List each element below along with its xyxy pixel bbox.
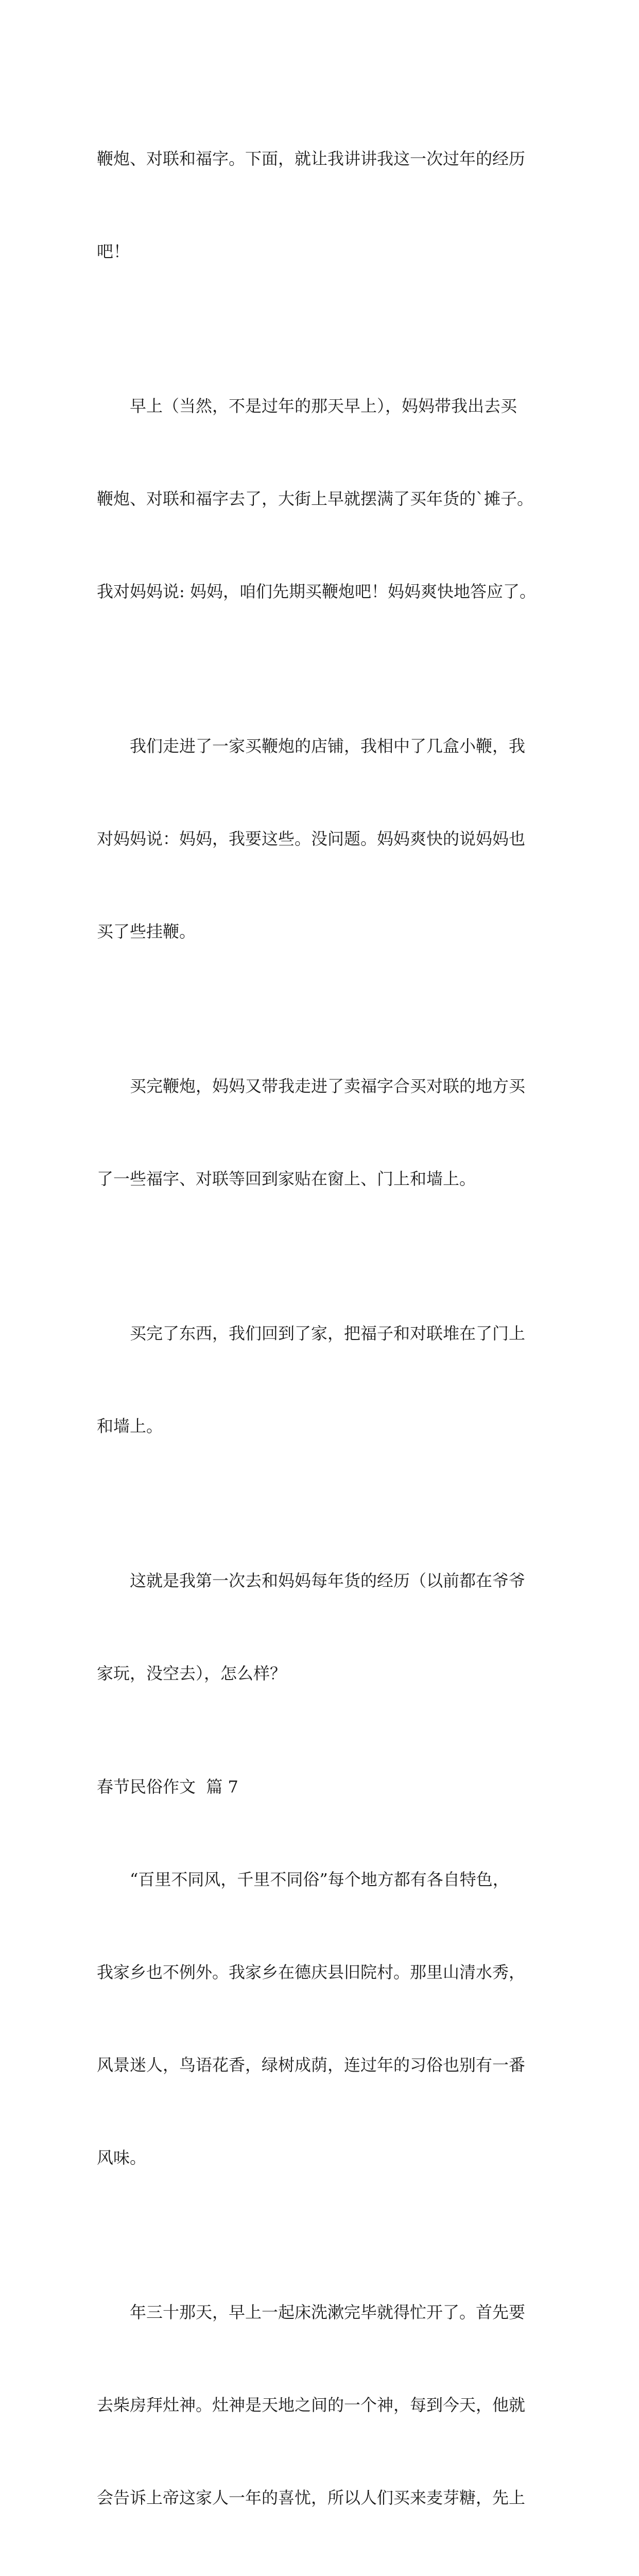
document-body (97, 81, 550, 2576)
paragraph (97, 1009, 550, 1256)
section-heading: 春节民俗作文 篇 7 (97, 1777, 238, 1797)
text-line: 了一些福字、对联等回到家贴在窗上、门上和墙上。 (97, 1169, 476, 1189)
paragraph (97, 329, 550, 669)
text-line: 鞭炮、对联和福字去了，大街上早就摆满了买年货的`摊子。 (97, 489, 534, 509)
text-line: 风景迷人，鸟语花香，绿树成荫，连过年的习俗也别有一番 (97, 2055, 526, 2075)
text-line: 我们走进了一家买鞭炮的店铺，我相中了几盒小鞭，我 (97, 736, 526, 756)
text-line: 买了些挂鞭。 (97, 922, 196, 941)
text-line: 鞭炮、对联和福字。下面，就让我讲讲我这一次过年的经历 (97, 149, 526, 168)
text-line: 这就是我第一次去和妈妈每年货的经历（以前都在爷爷 (97, 1571, 526, 1590)
text-line: 我家乡也不例外。我家乡在德庆县旧院村。那里山清水秀， (97, 1962, 526, 1982)
text-line: 吧！ (97, 242, 130, 261)
text-line: 买完鞭炮，妈妈又带我走进了卖福字合买对联的地方买 (97, 1076, 526, 1096)
text-line: 年三十那天，早上一起床洗漱完毕就得忙开了。首先要 (97, 2302, 526, 2322)
text-line: 买完了东西，我们回到了家，把福子和对联堆在了门上 (97, 1324, 526, 1343)
text-line: 早上（当然，不是过年的那天早上），妈妈带我出去买 (97, 396, 517, 416)
text-line: 家玩，没空去），怎么样？ (97, 1664, 287, 1683)
paragraph (97, 1503, 550, 1751)
paragraph (97, 1802, 550, 2235)
text-line: 去柴房拜灶神。灶神是天地之间的一个神，每到今天，他就 (97, 2395, 526, 2415)
paragraph (97, 81, 550, 329)
text-line: “百里不同风，千里不同俗”每个地方都有各自特色， (97, 1870, 509, 1889)
text-line: 对妈妈说：妈妈，我要这些。没问题。妈妈爽快的说妈妈也 (97, 829, 526, 849)
section-spacer (97, 1751, 550, 1771)
text-line: 会告诉上帝这家人一年的喜忧，所以人们买来麦芽糖，先上 (97, 2488, 526, 2507)
text-line: 我对妈妈说: 妈妈，咱们先期买鞭炮吧！妈妈爽快地答应了。 (97, 582, 536, 601)
text-line: 和墙上。 (97, 1416, 163, 1436)
paragraph (97, 1256, 550, 1503)
paragraph (97, 669, 550, 1009)
paragraph (97, 2235, 550, 2576)
text-line: 风味。 (97, 2148, 147, 2167)
